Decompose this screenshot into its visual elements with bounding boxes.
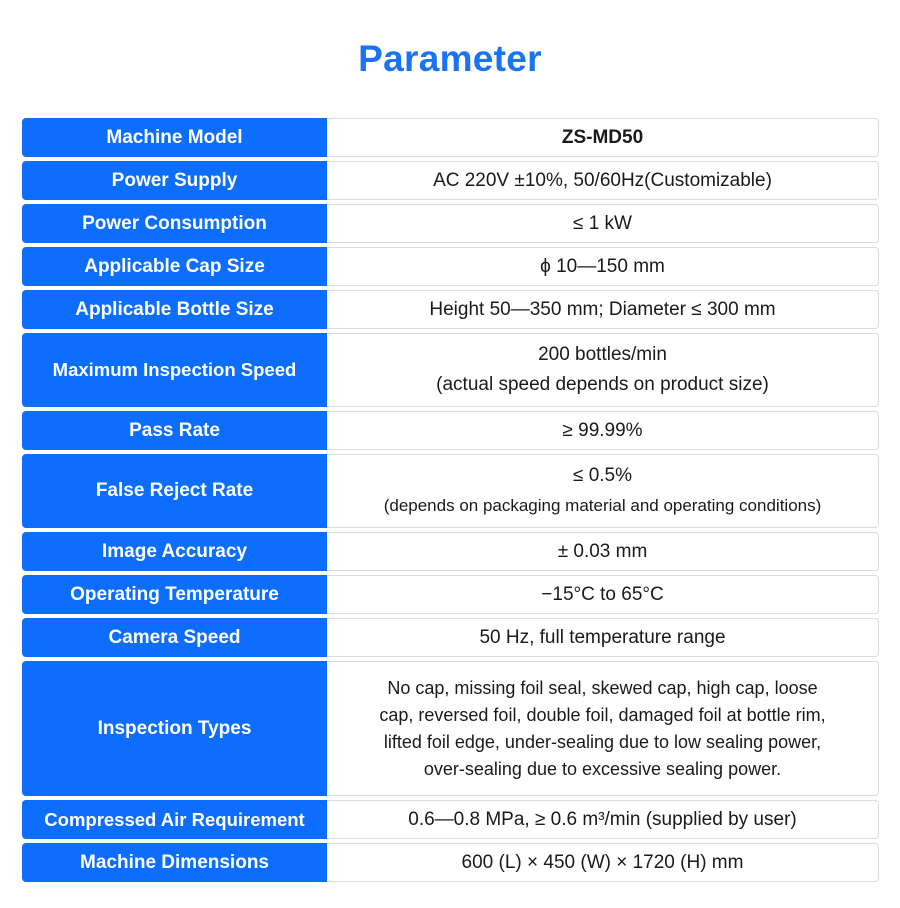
row-value	[327, 800, 879, 839]
table-row	[22, 290, 879, 329]
value-text: 50 Hz, full temperature range	[479, 627, 726, 648]
value-line: 200 bottles/min	[538, 344, 667, 365]
row-value	[327, 843, 879, 882]
row-label: Machine Model	[22, 118, 327, 157]
value-text: Height 50—350 mm; Diameter ≤ 300 mm	[429, 299, 776, 320]
row-label: Inspection Types	[22, 661, 327, 796]
table-row	[22, 618, 879, 657]
row-value	[327, 661, 879, 796]
value-text: ≥ 99.99%	[562, 420, 643, 441]
value-line: over-sealing due to excessive sealing power.	[423, 758, 782, 779]
value-text: ≤ 1 kW	[573, 213, 632, 234]
table-row	[22, 204, 879, 243]
value-text: ± 0.03 mm	[557, 541, 648, 562]
value-line: No cap, missing foil seal, skewed cap, high cap, loose	[387, 677, 818, 698]
table-row	[22, 411, 879, 450]
row-value	[327, 618, 879, 657]
row-label: Power Consumption	[22, 204, 327, 243]
row-label: Pass Rate	[22, 411, 327, 450]
table-row	[22, 247, 879, 286]
row-value	[327, 333, 879, 407]
value-text: AC 220V ±10%, 50/60Hz(Customizable)	[433, 170, 772, 191]
value-line: lifted foil edge, under-sealing due to low sealing power,	[383, 731, 822, 752]
table-row	[22, 161, 879, 200]
value-line: cap, reversed foil, double foil, damaged foil at bottle rim,	[379, 704, 826, 725]
page-title: Parameter	[358, 38, 542, 79]
table-row	[22, 575, 879, 614]
table-row	[22, 532, 879, 571]
row-value	[327, 454, 879, 528]
table-row	[22, 118, 879, 157]
table-row	[22, 333, 879, 407]
row-label: Machine Dimensions	[22, 843, 327, 882]
value-line: (actual speed depends on product size)	[436, 374, 769, 395]
row-label: Power Supply	[22, 161, 327, 200]
table-row	[22, 800, 879, 839]
value-line: (depends on packaging material and operating conditions)	[383, 496, 822, 515]
row-value	[327, 575, 879, 614]
row-label: Image Accuracy	[22, 532, 327, 571]
table-row	[22, 661, 879, 796]
table-row	[22, 454, 879, 528]
row-value	[327, 118, 879, 157]
value-text: −15°C to 65°C	[541, 584, 664, 605]
row-label: Compressed Air Requirement	[22, 800, 327, 839]
row-label: Maximum Inspection Speed	[22, 333, 327, 407]
parameter-table	[22, 118, 879, 886]
row-label: Camera Speed	[22, 618, 327, 657]
row-label: Applicable Bottle Size	[22, 290, 327, 329]
row-label: False Reject Rate	[22, 454, 327, 528]
value-text: 0.6—0.8 MPa, ≥ 0.6 m³/min (supplied by user)	[408, 809, 797, 830]
row-value	[327, 204, 879, 243]
value-text: ϕ 10—150 mm	[540, 256, 665, 277]
value-line: ≤ 0.5%	[572, 465, 632, 486]
row-label: Applicable Cap Size	[22, 247, 327, 286]
row-label: Operating Temperature	[22, 575, 327, 614]
row-value	[327, 161, 879, 200]
row-value	[327, 247, 879, 286]
row-value	[327, 290, 879, 329]
value-text: 600 (L) × 450 (W) × 1720 (H) mm	[461, 852, 744, 873]
row-value	[327, 411, 879, 450]
row-value	[327, 532, 879, 571]
table-row	[22, 843, 879, 882]
value-text: ZS-MD50	[561, 127, 644, 148]
